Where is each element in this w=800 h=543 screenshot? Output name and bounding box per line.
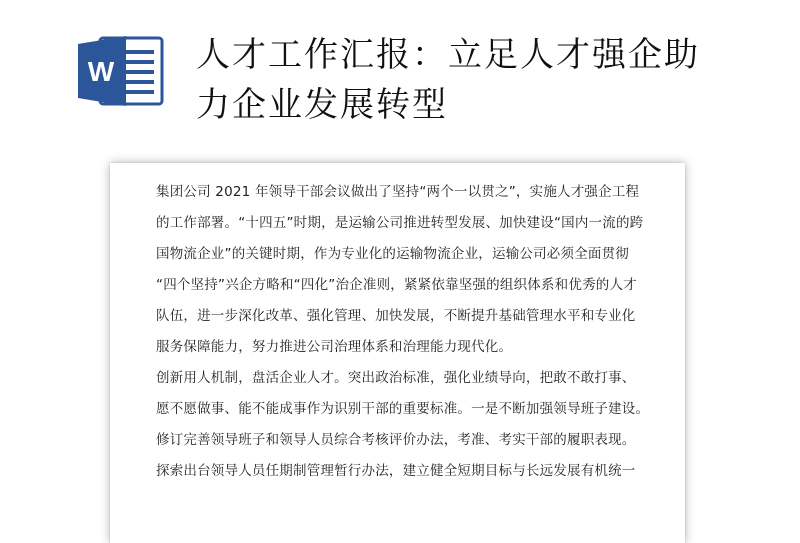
word-icon [76,34,166,108]
body-line: 创新用人机制，盘活企业人才。突出政治标准，强化业绩导向，把敢不敢打事、 [156,370,636,386]
body-line: 服务保障能力，努力推进公司治理体系和治理能力现代化。 [156,339,513,355]
body-line: 队伍，进一步深化改革、强化管理、加快发展，不断提升基础管理水平和专业化 [156,308,636,324]
body-line: 探索出台领导人员任期制管理暂行办法，建立健全短期目标与长远发展有机统一 [156,463,636,479]
body-line: 修订完善领导班子和领导人员综合考核评价办法，考准、考实干部的履职表现。 [156,432,636,448]
body-line: 愿不愿做事、能不能成事作为识别干部的重要标准。一是不断加强领导班子建设。 [156,401,650,417]
document-body [156,177,656,487]
body-line: 集团公司 2021 年领导干部会议做出了坚持“两个一以贯之”，实施人才强企工程 [156,184,640,200]
document-title [196,30,776,130]
header [0,0,800,150]
title-line-2: 力企业发展转型 [196,85,448,125]
document-page [110,163,685,543]
title-line-1: 人才工作汇报：立足人才强企助 [196,35,700,75]
body-line: 国物流企业”的关键时期，作为专业化的运输物流企业，运输公司必须全面贯彻 [156,246,629,262]
word-icon-letter: W [87,56,115,87]
body-line: “四个坚持”兴企方略和“四化”治企准则，紧紧依靠坚强的组织体系和优秀的人才 [156,277,637,293]
body-line: 的工作部署。“十四五”时期，是运输公司推进转型发展、加快建设“国内一流的跨 [156,215,644,231]
